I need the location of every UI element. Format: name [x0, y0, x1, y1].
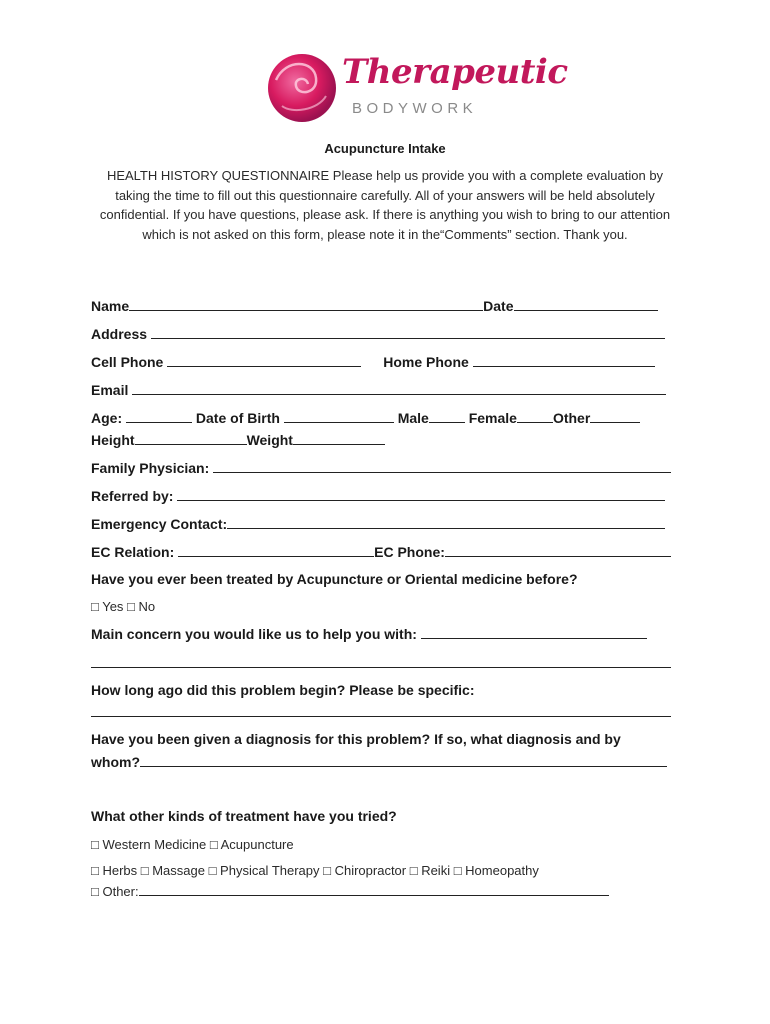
treatment-other-label[interactable]: □ Other:: [91, 884, 139, 899]
main-concern-label: Main concern you would like us to help you with:: [91, 626, 417, 642]
family-physician-label: Family Physician:: [91, 460, 210, 476]
main-concern-field[interactable]: [421, 625, 647, 639]
cell-phone-label: Cell Phone: [91, 354, 164, 370]
logo-script-text: Therapeutic: [342, 52, 568, 92]
q-how-long: How long ago did this problem begin? Please be specific:: [91, 682, 475, 698]
q-treated: Have you ever been treated by Acupuncture or Oriental medicine before?: [91, 571, 578, 587]
dob-field[interactable]: [284, 409, 394, 423]
name-label: Name: [91, 298, 130, 314]
name-field[interactable]: [129, 297, 483, 311]
age-gender-row: [91, 409, 640, 426]
treatment-other-row: [91, 882, 609, 899]
cell-phone-field[interactable]: [167, 353, 361, 367]
logo: [262, 50, 568, 128]
email-row: [91, 381, 666, 398]
age-field[interactable]: [126, 409, 192, 423]
emergency-contact-field[interactable]: [227, 515, 665, 529]
main-concern-row: [91, 625, 647, 642]
q-treated-options[interactable]: □ Yes □ No: [91, 599, 156, 614]
email-field[interactable]: [132, 381, 666, 395]
family-physician-field[interactable]: [213, 459, 671, 473]
address-label: Address: [91, 326, 148, 342]
q-diagnosis-line1: Have you been given a diagnosis for this problem? If so, what diagnosis and by: [91, 731, 621, 747]
date-field[interactable]: [514, 297, 658, 311]
other-label: Other: [552, 410, 591, 426]
address-field[interactable]: [151, 325, 665, 339]
emergency-contact-label: Emergency Contact:: [91, 516, 228, 532]
family-physician-row: [91, 459, 671, 476]
diagnosis-row: [91, 753, 667, 770]
dob-label: Date of Birth: [195, 410, 280, 426]
form-intro: HEALTH HISTORY QUESTIONNAIRE Please help us provide you with a complete evaluation by taking the time to fill out this questionnaire carefully. All of your answers will be held absolutely confidential. If you have questions, please ask. If there is anything you wish to bring to our attention which is not asked on this form, please note it in the“Comments” section. Thank you.: [99, 168, 671, 242]
height-label: Height: [91, 432, 135, 448]
ec-relation-label: EC Relation:: [91, 544, 175, 560]
referred-by-label: Referred by:: [91, 488, 174, 504]
treatment-options-1[interactable]: □ Western Medicine □ Acupuncture: [91, 837, 294, 852]
phone-row: [91, 353, 655, 370]
diagnosis-field[interactable]: [140, 753, 667, 767]
other-gender-field[interactable]: [590, 409, 640, 423]
form-title: Acupuncture Intake: [324, 141, 446, 156]
referred-by-row: [91, 487, 665, 504]
home-phone-label: Home Phone: [383, 354, 469, 370]
logo-swirl-icon: [262, 50, 338, 126]
weight-field[interactable]: [293, 431, 385, 445]
ec-phone-label: EC Phone:: [374, 544, 445, 560]
female-label: Female: [468, 410, 517, 426]
date-label: Date: [483, 298, 514, 314]
male-field[interactable]: [429, 409, 465, 423]
name-date-row: [91, 297, 658, 314]
address-row: [91, 325, 665, 342]
q-other-treatment: What other kinds of treatment have you tried?: [91, 808, 397, 824]
treatment-options-2[interactable]: □ Herbs □ Massage □ Physical Therapy □ Chiropractor □ Reiki □ Homeopathy: [91, 863, 539, 878]
emergency-contact-row: [91, 515, 665, 532]
female-field[interactable]: [517, 409, 553, 423]
how-long-field[interactable]: [91, 716, 671, 717]
referred-by-field[interactable]: [177, 487, 665, 501]
male-label: Male: [397, 410, 429, 426]
email-label: Email: [91, 382, 129, 398]
q-diagnosis-line2: whom?: [91, 754, 140, 770]
ec-phone-field[interactable]: [445, 543, 671, 557]
height-weight-row: [91, 431, 385, 448]
age-label: Age:: [91, 410, 123, 426]
ec-relation-field[interactable]: [178, 543, 374, 557]
ec-row: [91, 543, 671, 560]
treatment-other-field[interactable]: [139, 882, 609, 896]
weight-label: Weight: [246, 432, 293, 448]
home-phone-field[interactable]: [473, 353, 655, 367]
height-field[interactable]: [135, 431, 247, 445]
logo-sub-text: BODYWORK: [352, 100, 478, 117]
main-concern-line-2[interactable]: [91, 667, 671, 668]
